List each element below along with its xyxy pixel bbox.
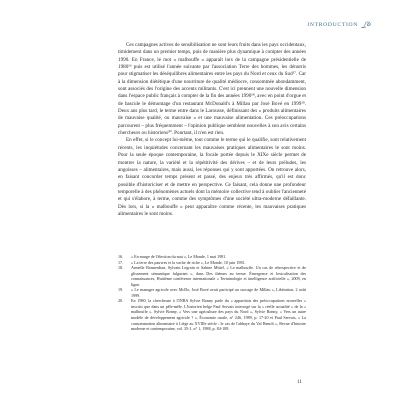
footnote-number: 18. — [118, 265, 124, 271]
footnote-number: 19. — [118, 287, 124, 293]
footnotes — [118, 254, 306, 332]
footnote-text: Armelle Bonnerdian, Sylvain Legrain et Sabine Mittel, « La malbouffe. Un cas de rétrospective et de glissement sémantique fulgurant », dans Des thèmes au terme. Émergence et lexicalisation des connaissances, Huitième conférence internationale « Terminologie et intelligence artificielle », 2009, en ligne. — [131, 265, 306, 287]
paragraph: Ces campagnes actives de sensibilisation ne sont leurs fruits dans les pays occidentaux, timidement dans un premier temps, puis de manière plus dynamique à compter des années 1990. En France, le mot « malbouffe » apparaît lors de la campagne présidentielle de 1980¹⁶ puis est utilisé l'année suivante par l'association Terre des hommes, les dénutris pour stigmatiser les déséquilibres alimentaires entre les pays du Nord et ceux du Sud¹⁷. Car à la dimension diététique d'une nourriture de qualité médiocre, consommée abondamment, sont associés des l'origine des accents militants. C'est ici prennent une nouvelle dimension dans l'espace public français à compter de la fin des années 1990¹⁸, avec en point d'orgue et de bascule le démontage d'un restaurant McDonald's à Millau par José Bové en 1999¹⁹. Deux ans plus tard, le terme entre dans le Larousse, définissant des « produits alimentaires de mauvaise qualité, ou mauvaise » et une mauvaise alimentation. Ces préoccupations parcourent – plus fréquemment – l'opinion publique semblent nouvelles à son avis certains chercheurs ou historiens²⁰. Pourtant, il n'en est rien. — [118, 42, 306, 137]
footnote — [118, 298, 306, 331]
page-number: 11 — [297, 380, 302, 385]
footnote-text: En 1980, la chercheuse à l'INRA Sylvie Bonny parle du « apparition des préoccupations nouvelles » inscrits que dans un pêle-mêle. L'historien belge Paul Servais interrogé sur la « réelle actualité » de la « malbouffe ». Sylvie Bonny, « Vers une agriculture des pays du Nord », Sylvie Bonny, « Vers un autre modèle de développement agricole ? », Économie rurale, n° 246, 1989, p. 17-20 et Paul Servais, « La consommation alimentaire à Liège au XVIIIe siècle : le cas de l'abbaye du Val Benoît », Revue d'histoire moderne et contemporaine, vol. 35-1, n° 1, 1988, p. 84-108. — [131, 298, 306, 332]
main-text — [118, 42, 306, 218]
footnote-number: 16. — [118, 254, 124, 259]
footnote-number: 20. — [118, 298, 124, 304]
footnote — [118, 287, 306, 298]
footnote-text: « La terre des pauvres et la vache de riche », Le Monde, 10 juin 1981. — [131, 259, 246, 265]
footnote-text: « Le manager agricole avec McDo, José Bové avait participé au saccage de Millau », Libération, 2 août 1999. — [131, 287, 306, 298]
scroll-ornament-icon — [361, 20, 372, 29]
paragraph: En effet, si le concept lui-même, tout comme le terme qui le qualifie, sont relativement récents, les inquiétudes concernant les mauvaises pratiques alimentaires le sont moins. Pour la seule époque contemporaine, la focale portée depuis le XIXe siècle permet de montrer la nature, la variété et la répétitivité des dérives – et de leurs préludes, les angoisses – alimentaires, mais aussi, les réponses qui y sont apportées. On retrouve alors, en faisant concorder temps présent et passé, des enjeux très affirmés, qu'il est donc possible d'historiciser et de mettre en perspective. Ce faisant, cela donne une profondeur temporelle à des phénomènes actuels dont la mémoire collective tend à oublier l'ancienneté et qui s'élabore, à terme, comme des symptômes d'une société ultra-moderne défaillante. Dès lors, si la « malbouffe » peut apparaître comme récente, les mauvaises pratiques alimentaires le sont moins. — [118, 137, 306, 217]
running-head — [307, 20, 372, 29]
running-head-title: INTRODUCTION — [307, 21, 358, 28]
footnote-text: « En marge de l'élection du mai », Le Monde, 1 mai 1981. — [131, 254, 227, 259]
footnote-number: 17. — [118, 259, 124, 265]
footnote — [118, 265, 306, 287]
